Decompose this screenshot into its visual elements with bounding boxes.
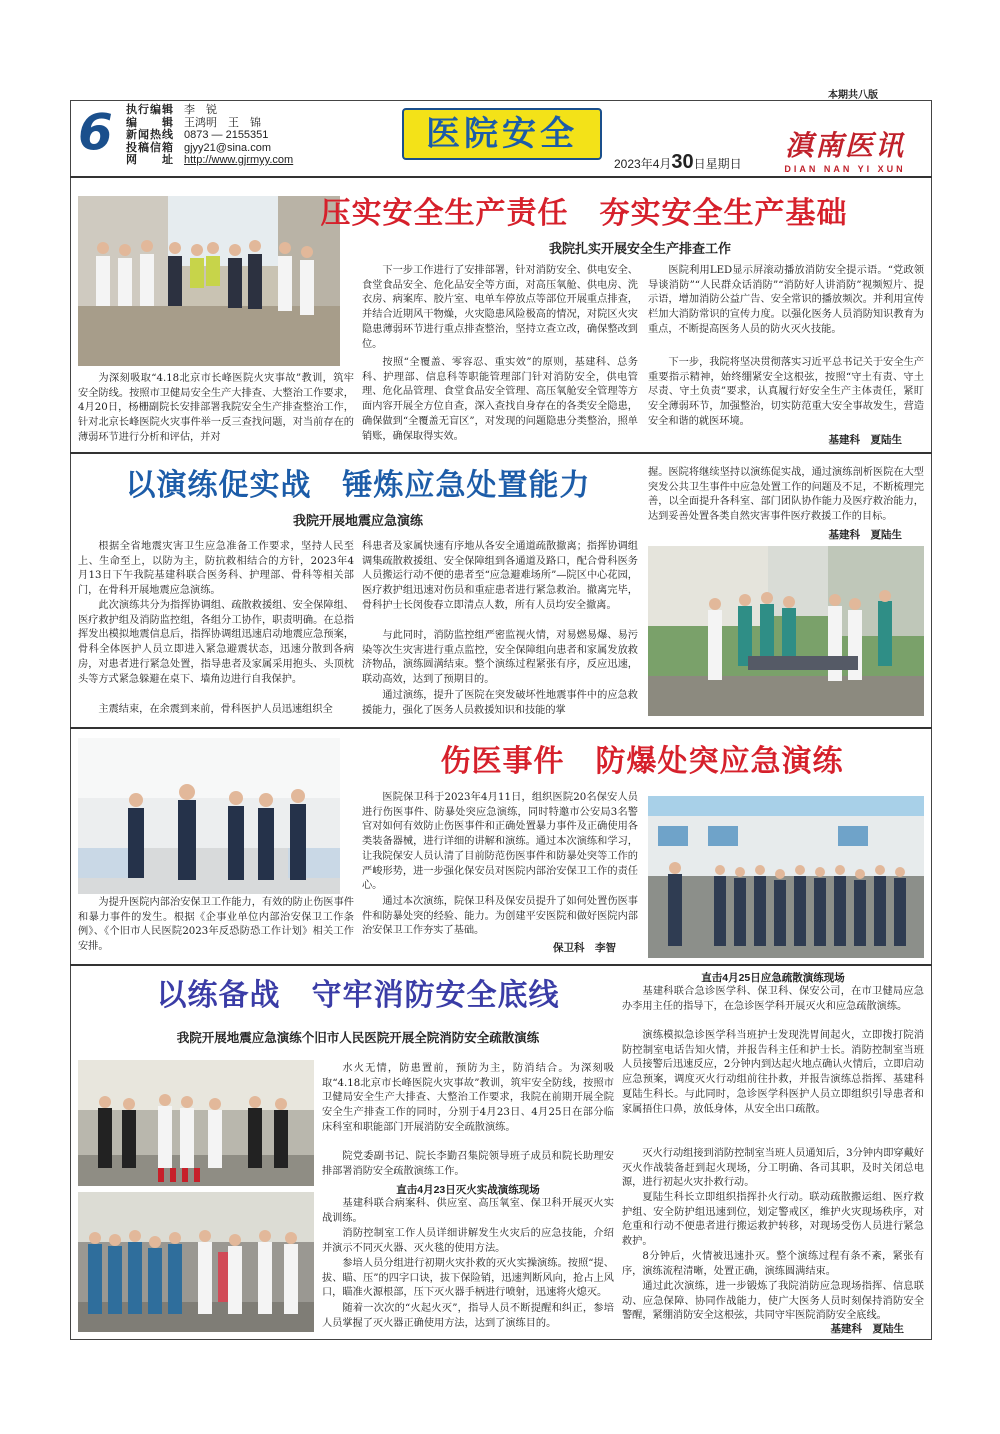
- article4-mid-subhead: 直击4月23日灭火实战演练现场: [396, 1184, 540, 1196]
- article4-photo-bottom: [78, 1192, 314, 1332]
- article4-right-subhead: 直击4月25日应急疏散演练现场: [701, 972, 845, 984]
- article4-right-para4: 夏陆生科长立即组织指挥扑火行动。联动疏散搬运组、医疗救护组、安全防护组迅速到位，划定警戒区，维护火灾现场秩序，对危重和行动不便患者进行搬运救护转移，对现场受伤人员进行紧急救护。: [622, 1192, 924, 1248]
- article4-right-para1: 基建科联合急诊医学科、保卫科、保安公司，在市卫健局应急办李用主任的指导下，在急诊医学科开展灭火和应急疏散演练。: [622, 986, 924, 1012]
- article-divider: [70, 964, 932, 966]
- hotline-value: 0873 — 2155351: [184, 129, 269, 141]
- section-title: 医院安全: [402, 108, 602, 160]
- date-prefix: 2023年4月: [614, 157, 672, 171]
- article2-col1-para2: 此次演练共分为指挥协调组、疏散救援组、安全保障组、医疗救护组及消防监控组，各组分工协作，职责明确。在总指挥发出模拟地震信息后，指挥协调组迅速启动地震应急预案，骨科全体医护人员立即进入紧急避震状态，迅速分散到各病房，对患者进行紧急处置，指导患者及家属采用抱头、头顶枕头等方式紧急躲避在桌下、墙角边进行自我保护。: [78, 600, 354, 685]
- article4-byline: 基建科 夏陆生: [830, 1323, 904, 1335]
- issue-page-count: 本期共八版: [828, 90, 878, 101]
- article2-col1-para1: 根据全省地震灾害卫生应急准备工作要求，坚持人民至上、生命至上，以防为主，防抗救相结合的方针，2023年4月13日下午我院基建科联合医务科、护理部、骨科等相关部门，在骨科开展地震应急演练。: [78, 541, 354, 597]
- article1-byline: 基建科 夏陆生: [828, 434, 902, 446]
- article3-title: 伤医事件 防爆处突应急演练: [440, 744, 844, 779]
- article1-col3-para1: 医院利用LED显示屏滚动播放消防安全提示语。“党政领导谈消防”“人民群众话消防”“消防好人讲消防”视频短片、提示语，增加消防公益广告、安全常识的播放频次。并利用宣传栏加大消防常识的宣传力度。以强化医务人员消防知识教育为重点，不断提高医务人员的防火灭火技能。: [648, 265, 924, 335]
- article2-photo: [648, 546, 924, 716]
- article4-mid-para1: 基建科联合病案科、供应室、高压氧室、保卫科开展灭火实战训练。: [322, 1198, 614, 1224]
- article3-para1: 医院保卫科于2023年4月11日，组织医院20名保安人员进行伤医事件、防暴处突应急演练，同时特邀市公安局3名警官对如何有效防止伤医事件和正确处置暴力事件及正确使用各类装备器械，进行详细的讲解和演练。通过本次演练和学习，让我院保安人员认清了目前防范伤医事件和防暴处突等工作的严峻形势，进一步强化保安员对医院内部治安保卫工作的责任心。: [362, 792, 638, 892]
- article2-col2-para2: 与此同时，消防监控组严密监视火情，对易燃易爆、易污染等次生灾害进行重点监控，安全保障组向患者和家属发放救济物品，演练圆满结束。整个演练过程紧张有序，反应迅速，联动高效，达到了预期目的。: [362, 630, 638, 686]
- website-key: 网 址: [126, 154, 174, 166]
- editor-info: [126, 104, 293, 167]
- date-suffix: 日星期日: [693, 157, 742, 171]
- date-day: 30: [671, 151, 694, 173]
- article4-mid-para2: 消防控制室工作人员详细讲解发生火灾后的应急技能，介绍并演示不同灭火器、灭火毯的使用方法。: [322, 1228, 614, 1254]
- article1-subtitle: 我院扎实开展安全生产排查工作: [548, 241, 731, 256]
- article1-col2-para2: 按照“全覆盖、零容忍、重实效”的原则，基建科、总务科、护理部、信息科等职能管理部门针对消防安全，供电管理、危化品管理、食堂食品安全管理、高压氧舱安全管理等方面内容开展全方位自查，深入查找自身存在的各类安全隐患，确保做到“全覆盖无盲区”，对发现的问题隐患分类整治，照单销账，确保取得实效。: [362, 357, 638, 442]
- article4-photo-top: [78, 1060, 314, 1186]
- article2-title: 以演练促实战 锤炼应急处置能力: [125, 468, 591, 503]
- masthead-rule: [70, 176, 932, 178]
- editor-key: 执行编辑: [126, 104, 174, 116]
- article2-subtitle: 我院开展地震应急演练: [292, 513, 423, 528]
- article2-col1-para3: 主震结束，在余震到来前，骨科医护人员迅速组织全: [98, 704, 333, 715]
- article3-byline: 保卫科 李智: [553, 942, 616, 954]
- article4-right-para5: 8分钟后，火情被迅速扑灭。整个演练过程有条不紊，紧张有序，演练流程清晰，处置正确，演练圆满结束。: [622, 1251, 924, 1277]
- article4-mid-para4: 随着一次次的“火起火灭”，指导人员不断提醒和纠正，参培人员掌握了灭火器正确使用方法，达到了演练目的。: [322, 1303, 614, 1329]
- article4-right-para2: 演练模拟急诊医学科当班护士发现洗胃间起火，立即拨打院消防控制室电话告知火情，并报告科主任和护士长。消防控制室当班人员接警后迅速反应，2分钟内到达起火地点确认火情后，立即启动应急预案，调度灭火行动组前往扑救，并报告演练总指挥、基建科夏陆生科长。与此同时，急诊医学科医护人员立即组织引导患者和家属捂住口鼻，放低身体，从安全出口疏散。: [622, 1030, 924, 1115]
- paper-logo: [770, 124, 920, 174]
- article4-mid-intro1: 水火无情，防患置前，预防为主，防消结合。为深刻吸取“4.18北京市长峰医院火灾事故”教训，筑牢安全防线，按照市卫健局安全生产大排查、大整治工作要求，我院在前期开展全院安全生产排查工作的同时，分别于4月23日、4月25日在部分临床科室和职能部门开展消防安全疏散演练。: [322, 1063, 614, 1133]
- editor-value: 李 锐: [184, 104, 217, 116]
- article4-mid-intro2: 院党委副书记、院长李勤召集院领导班子成员和院长助理安排部署消防安全疏散演练工作。: [322, 1151, 614, 1177]
- article-divider: [70, 727, 932, 729]
- email-key: 投稿信箱: [126, 141, 174, 154]
- article4-subtitle: 我院开展地震应急演练个旧市人民医院开展全院消防安全疏散演练: [176, 1031, 540, 1045]
- editor-value: 王鸿明 王 锦: [184, 116, 261, 129]
- article4-right-para6: 通过此次演练，进一步锻炼了我院消防应急现场指挥、信息联动、应急保障、协同作战能力，使广大医务人员时刻保持消防安全警醒，紧绷消防安全这根弦，共同守牢医院消防安全底线。: [622, 1281, 924, 1322]
- article2-byline: 基建科 夏陆生: [828, 529, 902, 541]
- article1-col2-para1: 下一步工作进行了安排部署，针对消防安全、供电安全、食堂食品安全、危化品安全等方面，对高压氧舱、供电房、洗衣房、病案库、胶片室、电单车停放点等部位开展重点排查，并结合近期风干物燥，火灾隐患风险极高的情况，对院区火灾隐患薄弱环节进行重点排查整治，坚持立查立改，确保整改到位。: [362, 265, 638, 350]
- hotline-key: 新闻热线: [126, 129, 174, 141]
- article3-photo-right: [648, 796, 924, 958]
- issue-date: [614, 151, 742, 174]
- email-link[interactable]: gjyy21@sina.com: [184, 141, 271, 154]
- article-divider: [70, 452, 932, 454]
- article2-col3: 握。医院将继续坚持以演练促实战，通过演练剖析医院在大型突发公共卫生事件中应急处置工作的问题及不足，不断梳理完善，以全面提升各科室、部门团队协作能力及医疗救治能力，达到妥善处置各类自然灾害事件医疗救援工作的目标。: [648, 467, 924, 523]
- editor-key: 编 辑: [126, 116, 174, 129]
- article3-left-caption: 为提升医院内部治安保卫工作能力，有效的防止伤医事件和暴力事件的发生。根据《企事业单位内部治安保卫工作条例》、《个旧市人民医院2023年反恐防恐工作计划》相关工作安排。: [78, 897, 354, 953]
- article3-photo-left: [78, 738, 340, 894]
- paper-pinyin: DIAN NAN YI XUN: [784, 164, 906, 174]
- article4-title: 以练备战 守牢消防安全底线: [156, 978, 560, 1013]
- page-number: 6: [78, 103, 113, 161]
- article4-right-para3: 灭火行动组接到消防控制室当班人员通知后，3分钟内即穿戴好灭火作战装备赶到起火现场，分工明确、各司其职，及时关闭总电源，进行初起火灾扑救行动。: [622, 1148, 924, 1189]
- article4-mid-para3: 参培人员分组进行初期火灾扑救的灭火实操演练。按照“提、拔、瞄、压”的四字口诀，拔下保险销，迅速判断风向，抢占上风口，瞄准火源根部，压下灭火器手柄进行喷射，迅速将火熄灭。: [322, 1258, 614, 1299]
- article1-col1: 为深刻吸取“4.18北京市长峰医院火灾事故”教训，筑牢安全防线。按照市卫健局安全生产大排查、大整治工作要求，4月20日，杨栅副院长安排部署我院安全生产排查整治工作，针对北京长峰医院火灾事件举一反三查找问题，对当前存在的薄弱环节进行分析和评估，并对: [78, 373, 354, 443]
- paper-name: 滇南医讯: [784, 129, 905, 162]
- article1-col3-para2: 下一步，我院将坚决贯彻落实习近平总书记关于安全生产重要指示精神，始终绷紧安全这根弦，按照“守土有责、守土尽责、守土负责”要求，认真履行好安全生产主体责任，紧盯安全薄弱环节，加强整治，切实防范重大安全事故发生，营造安全和谐的就医环境。: [648, 357, 924, 427]
- article2-col2-para3: 通过演练，提升了医院在突发破坏性地震事件中的应急救援能力，强化了医务人员救援知识和技能的掌: [362, 690, 638, 716]
- article1-title: 压实安全生产责任 夯实安全生产基础: [320, 196, 848, 231]
- article3-para2: 通过本次演练，院保卫科及保安员提升了如何处置伤医事件和防暴处突的经验、能力。为创建平安医院和做好医院内部治安保卫工作夯实了基础。: [362, 896, 638, 937]
- article2-col2-para1: 科患者及家属快速有序地从各安全通道疏散撤离；指挥协调组调集疏散救援组、安全保障组到各通道及路口，配合骨科医务人员搬运行动不便的患者至“应急避难场所”—院区中心花园，医疗救护组迅速对伤员和重症患者进行紧急救治。撤离完毕，骨科护士长闵俊春立即清点人数，所有人员均安全撤离。: [362, 541, 638, 611]
- website-link[interactable]: http://www.gjrmyy.com: [184, 154, 294, 166]
